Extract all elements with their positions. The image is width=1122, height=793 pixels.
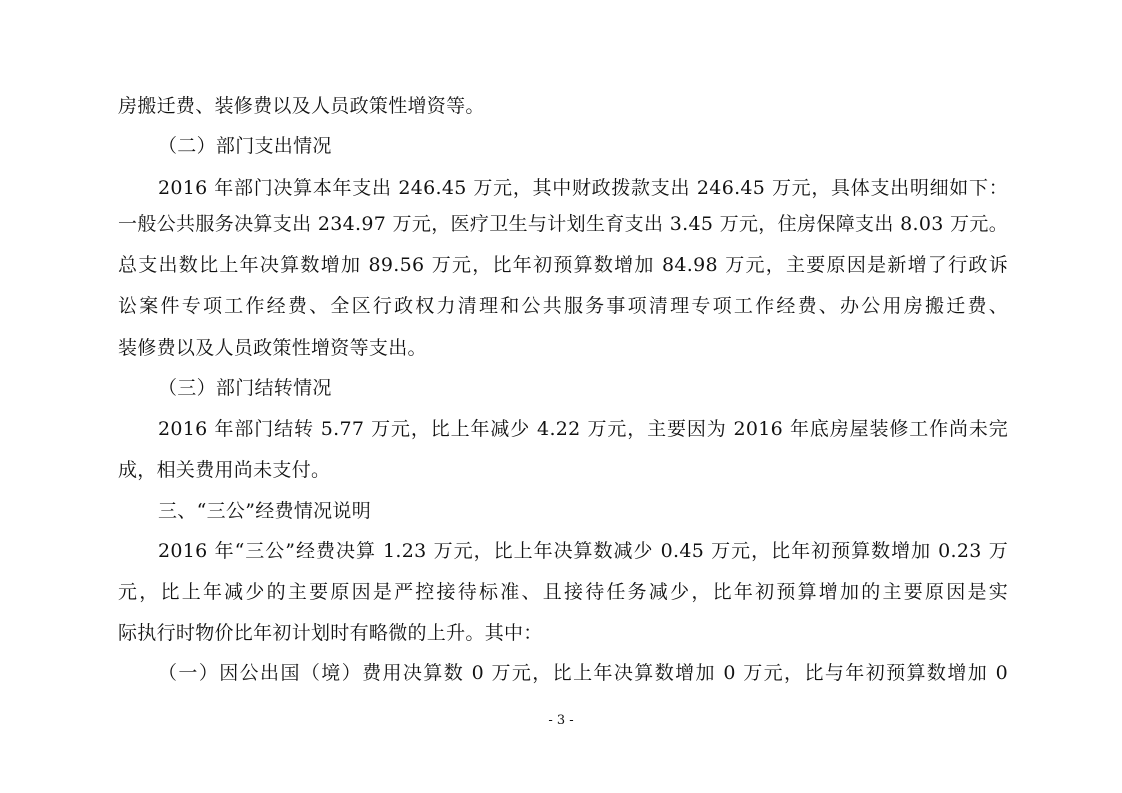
section-heading-three-public-expenses: 三、“三公”经费情况说明 bbox=[158, 500, 372, 522]
section-heading-department-expenditure: （二）部门支出情况 bbox=[158, 135, 332, 157]
section-heading-department-carryover: （三）部门结转情况 bbox=[158, 377, 332, 399]
paragraph-line: 2016 年“三公”经费决算 1.23 万元，比上年决算数减少 0.45 万元，比年初预算数增加 0.23 万 bbox=[158, 540, 1008, 562]
paragraph-line: 成，相关费用尚未支付。 bbox=[118, 459, 331, 481]
paragraph-line: 一般公共服务决算支出 234.97 万元，医疗卫生与计划生育支出 3.45 万元，住房保障支出 8.03 万元。 bbox=[118, 213, 1008, 235]
paragraph-line: 2016 年部门决算本年支出 246.45 万元，其中财政拨款支出 246.45 万元，具体支出明细如下： bbox=[158, 177, 1008, 199]
paragraph-line: 际执行时物价比年初计划时有略微的上升。其中： bbox=[118, 622, 543, 644]
paragraph-line: 讼案件专项工作经费、全区行政权力清理和公共服务事项清理专项工作经费、办公用房搬迁费、 bbox=[118, 295, 1008, 317]
paragraph-line: 元，比上年减少的主要原因是严控接待标准、且接待任务减少，比年初预算增加的主要原因是实 bbox=[118, 581, 1008, 603]
paragraph-line: 装修费以及人员政策性增资等支出。 bbox=[118, 337, 427, 359]
paragraph-line: （一）因公出国（境）费用决算数 0 万元，比上年决算数增加 0 万元，比与年初预算数增加 0 bbox=[158, 662, 1008, 684]
paragraph-line: 2016 年部门结转 5.77 万元，比上年减少 4.22 万元，主要因为 2016 年底房屋装修工作尚未完 bbox=[158, 418, 1008, 440]
paragraph-line: 总支出数比上年决算数增加 89.56 万元，比年初预算数增加 84.98 万元，主要原因是新增了行政诉 bbox=[118, 254, 1008, 276]
page-number: - 3 - bbox=[548, 713, 574, 728]
paragraph-line: 房搬迁费、装修费以及人员政策性增资等。 bbox=[118, 95, 485, 117]
